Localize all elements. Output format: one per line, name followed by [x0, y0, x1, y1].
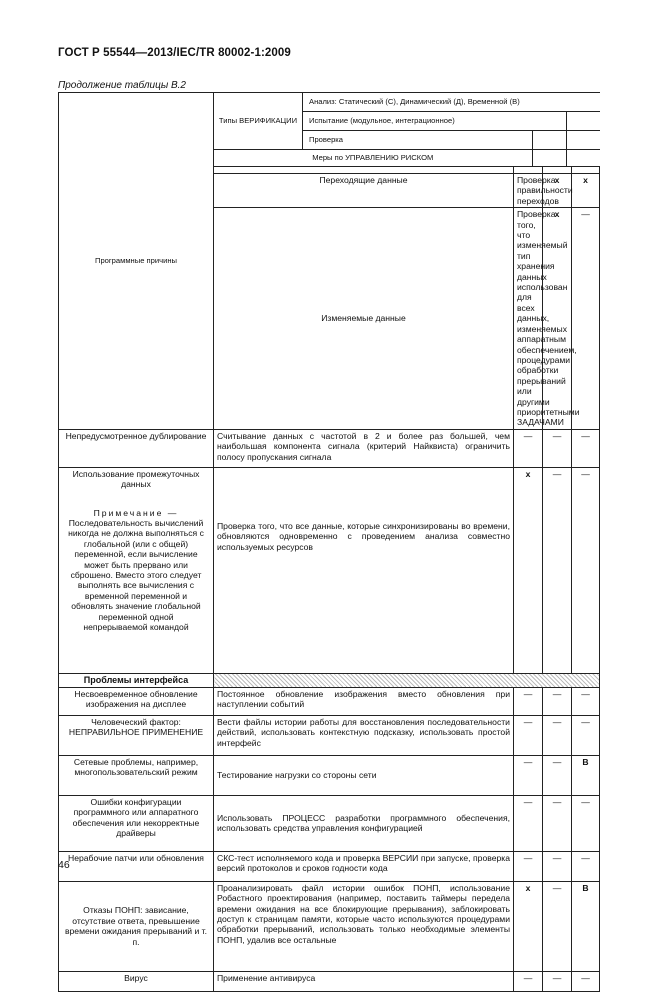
table-continuation-caption: Продолжение таблицы В.2 [58, 80, 186, 91]
header-analysis: Анализ: Статический (С), Динамический (Д), Временной (В) [303, 93, 600, 112]
page-number: 46 [58, 859, 70, 871]
table-row: Человеческий фактор: НЕПРАВИЛЬНОЕ ПРИМЕНЕНИЕ Вести файлы истории работы для восстановления последовательности действий, использовать контекстную подсказку, использовать простой интерфейс — — — [59, 715, 600, 755]
header-causes: Программные причины [59, 93, 214, 430]
section-hatch [214, 673, 600, 687]
header-row-analysis [59, 93, 600, 167]
note-text: Последовательность вычислений никогда не должна выполняться с глобальной (или с общей) переменной, если вычисление может быть прервано или сброшено. Вместо этого следует выполнять все вычисления с временной переменной и обновлять значение глобальной переменной одной непрерываемой командой [68, 517, 204, 633]
document-header: ГОСТ Р 55544—2013/IEC/TR 80002-1:2009 [58, 47, 291, 59]
note-label: Примечание — [93, 507, 179, 518]
verification-table [58, 92, 600, 992]
header-types: Типы ВЕРИФИКАЦИИ [214, 93, 303, 150]
cause-text: Использование промежуточных данных [72, 468, 200, 490]
table-row: Нерабочие патчи или обновления СКС-тест исполняемого кода и проверка ВЕРСИИ при запуске, проверка версий протоколов и сроков годности кода — — — [59, 851, 600, 881]
header-nested [214, 93, 600, 166]
measure-text: Проверка того, что все данные, которые синхронизированы во времени, обновляются одновременно с проведением анализа совместно используемых ресурсов [217, 520, 510, 552]
table-row: Несвоевременное обновление изображения на дисплее Постоянное обновление изображения вместо обновления при наступлении событий — — — [59, 687, 600, 715]
table-row: Отказы ПОНП: зависание, отсутствие ответа, превышение времени ожидания прерываний и т. п. Проанализировать файл истории ошибок ПОНП, использование Робастного проектирования (например, поставить таймеры передела времени ожидания на все блокирующие прерывания), заблокировать доступ к страницам памяти, которые часто используются процедурами обработки прерываний, использовать только необходимые элементы ПОНП, удалив все остальные x — В [59, 881, 600, 971]
section-title: Проблемы интерфейса [59, 673, 214, 687]
table-row: Изменяемые данные Проверка того, что изменяемый тип хранения данных использован для всех данных, изменяемых аппаратным обеспечением, процедурами обработки прерываний или другими приоритетными ЗАДАЧАМИ x — [59, 208, 600, 430]
header-analysis-cell [214, 93, 600, 167]
table-row: Сетевые проблемы, например, многопользовательский режим Тестирование нагрузки со стороны сети — — В [59, 755, 600, 795]
table-row: Непредусмотренное дублирование Считывание данных с частотой в 2 и более раз большей, чем наибольшая компонента сигнала (критерий Найквиста) ограничить полосу пропускания сигнала — — — [59, 429, 600, 467]
section-row [59, 673, 600, 687]
table-row: Вирус Применение антивируса — — — [59, 971, 600, 991]
header-testing: Испытание (модульное, интеграционное) [303, 112, 567, 131]
table-row: Ошибки конфигурации программного или аппаратного обеспечения или некорректные драйверы Использовать ПРОЦЕСС разработки программного обеспечения, использовать средства управления конфигурацией — — — [59, 795, 600, 851]
table-row: Переходящие данные Проверка правильности переходов x x [59, 174, 600, 208]
header-check: Проверка [303, 131, 533, 150]
table-row: Использование промежуточных данных Примечание — Последовательность вычислений никогда не должна выполняться с глобальной (или с общей) переменной, если вычисление может быть прервано или сброшено. Вместо этого следует выполнять все вычисления с временной переменной и обновлять значение глобальной переменной одной непрерываемой командой Проверка того, что все данные, которые синхронизированы во времени, обновляются одновременно с проведением анализа совместно используемых ресурсов x — — [59, 467, 600, 673]
header-measures: Меры по УПРАВЛЕНИЮ РИСКОМ [214, 150, 532, 167]
